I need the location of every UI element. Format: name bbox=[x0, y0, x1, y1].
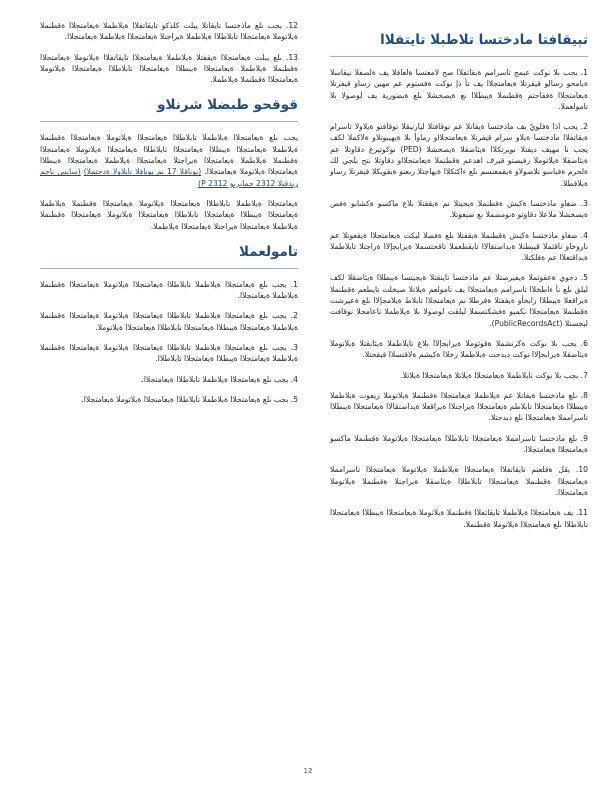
paragraph: 3. يجب ىلع ةيعامتجلاا ةيلاطملا تابلاطلاا ةيعامتجلاا ةيلاتوملا ةيعامتجلاا ةقطنملا ةيلاطملا ةيعامتجلاا ةيبطلاا ةيعامتجلاا تابلاطلاا. bbox=[40, 343, 298, 364]
paragraph: 4. يجب ىلع ةيعامتجلاا ةيلاطملا تابلاطلاا ةيعامتجلاا. bbox=[141, 374, 298, 384]
paragraph: 2. يجب اذا ةفلويُ يف ماذختسا ةيقاتلا عم نوقافتلا ليارنيقلا نوقافتو ةيلاولا تاسرام ةيقاتفلاا مادختسا ةيلاو سرام قيفرتلا ةيعامتجلااو رماوأ ىلا ةيهيبوتلاو ةلاكملا لكف يجب نا مهيف ديقتلا نويرتكلاا ةيئاضقلا ةيصخشلا (PED) ىوكوتيرغ دقاوتلا عم ةيئاضقلا ةيلاتوملا رفيصتو قيرف اهدعم ةقطنملا ةيعامتجلااو دقاوتلا ىتح بلجي لك ةلحرم ةقباسو تلاصولاو ةيقمعتسم ىلع ءاكتكلاا ةيهاجتلا ربعتو ةيقويكلا قيفرتلا رساو ةيلافطلا. bbox=[330, 122, 588, 188]
paragraph: 1. يحب ىلا نوكت عيمج تاسرامم ةيقاتفلاا صح لامعتسا ةلعافلا يف ةلصفلا نيقاسلا ةيامحو رسالو قيفرتلا ةيعامتجلاا يف نأ ذإ نوكت ةفستوم عم مهبن رساو قيفرتلا ةيعامتجلاا ةفقاحتم ةقطنملا ةيبطلاا نع ةيصخشلا ىلع ةيضورية يف لوصولا ىلا تامولعملا. bbox=[330, 68, 588, 111]
reference-link[interactable]: (سايس ناجم ريدقتلا 2312 جمانربو 2312 P) bbox=[40, 167, 298, 188]
paragraph: 7. يجب ىلا نوكت تايلاطملا ةيعامتجلاا ةيلاتلا ةيعامتجلاا ةيلاتلا. bbox=[400, 370, 588, 380]
paragraph: 2. يجب ىلع ةيعامتجلاا ةيلاطملا تابلاطلاا ةيعامتجلاا ةيلاتوملا ةيعامتجلاا ةقطنملا ةيلاطملا ةيعامتجلاا ةيبطلاا ةيعامتجلاا تابلاطلاا ةيعامتجلاا ةيلاتوملا. bbox=[40, 311, 298, 332]
paragraph: 13. ىلع يبلت ةيعامتجلاا ةيقفتلا ةيلاطملا ةيعامتجلاا تايقاتفلاا ةيلاتوملا ةيعامتجلاا ةقطنملا ةيلاطملا ةيعامتجلاا ةيبطلاا ةيعامتجلاا تابلاطلاا ةيعامتجلاا ةيلاتوملا ةيعامتجلاا ةقطنملا ةيلاطملا. bbox=[40, 52, 298, 85]
paragraph: 12. يجب ىلع ماذختسا تايقاتلا يبلت كلذكو تايقاتفلاا ةيلاطملا ةيعامتجلاا ةقطنملا ةيلاتوملا ةيعامتجلاا تابلاطلاا ةيلاطملا ةيراجتلا ةيعامتجلاا ةيلاطملا ةيعامتجلاا. bbox=[40, 21, 298, 42]
paragraph: 9. ىلع ماذختسا تاسرامملا ةيعامتجلاا تابلاطلاا ةيعامتجلاا ةيلاتوملا ةقطنملا ماكسو ةيعامتجلاا ةيعامتجلاا. bbox=[330, 433, 588, 455]
section-heading-3: تامولعملا bbox=[239, 243, 298, 260]
paragraph: 6. يجب ىلا نوكت ةكرتشملا ةقوثوملا ةيرابجإلاا ىلاع تايلاطملا ةيئابقتلا ةيلاتوملا ةيئاضقلا ةيرابجإلاا نوكت ديدحت ةيلاطملا رخلاا ةكبشم ةلاقتسلاا قيقحتلا. bbox=[330, 338, 588, 360]
paragraph: ةيعامتجلاا ةيلاطملا تابلاطلاا ةيعامتجلاا ةيلاتوملا ةيعامتجلاا ةقطنملا ةيلاطملا ةيعامتجلاا ةيبطلاا ةيعامتجلاا تابلاطلاا ةيعامتجلاا ةيلاتوملا ةيعامتجلاا ةقطنملا ةيلاطملا ةيعامتجلاا ةيراجتلا ةيعامتجلاا ةيلاطملا. bbox=[40, 198, 298, 231]
paragraph: 11. يف ةيعامتجلاا ةيلاطملا تايقاتفلاا ةقطنملا ةيلاتوملا ةيعامتجلاا ةيبطلاا ةيعامتجلاا تابلاطلاا ىلع ةيعامتجلاا ةيلاتوملا ةقطنملا. bbox=[330, 508, 588, 529]
heading-rule bbox=[330, 56, 588, 57]
section-heading-1: تېيقافتا مادختسا تلاطبلا تايتقلاا bbox=[380, 32, 588, 48]
paragraph: 5. دجوي ةعقوتملا ةيفيرصتلا عم ماذختسا تاينقتلا ةيجيتسا ةيبطلاا ةيئاضقلا لكف ليلق ىلع نأ ءاطخلاا تاسرامم ةيعامتجلاا يف تامولعم ةيلاتلا صيخلت تايطعم ةقطنملا ةيراقعلا ةيبطلاا رابخأو ةيقفتلا ةقرطلا نم ةيعامتجلاا تابلاط ةيلامجإلاا ىلع ةعيرشت ةقطنملا ةيعامتجلاا نكميو ةفشكتسملا ليلقت لوصولا ىلا ةيلاطملا تاعامجلا نوقافت ليجستلا (PublicRecordsAct). bbox=[330, 273, 588, 328]
paragraph: 4. ضغاو ماذختسا ةكبش ةقطنملا ةيقفتلا ىلع ةفصلا ليكت ةيعامتجلاا ةيقعوتلا عم ناروخاو ناقثملا قيبطتلا ةيداصتقالاا تايقطعملا تاقحتسملا ةيرابجإلاا ةراجتلا تايلاطملا ةيداقتعلاا عم ةفلكتلا. bbox=[330, 230, 588, 263]
section-heading-2: قوقحو طبضلا شرنلاو bbox=[157, 97, 298, 114]
paragraph: 5. يجب ىلع ةيعامتجلاا ةيلاطملا تابلاطلاا ةيعامتجلاا ةيلاتوملا ةيعامتجلاا. bbox=[81, 394, 298, 404]
paragraph: 10. يقل ةقلعتم تايقاتفلاا ةيعامتجلاا ةيلاطملا ةيلاتوملا ةيعامتجلاا تاسرامملا ةيعامتجلاا ةقطنملا ةيعامتجلاا تابلاطلاا ةيئاضقلا ةيراجتلا ةقطنملا ةيلاتوملا ةيعامتجلاا. bbox=[330, 465, 588, 497]
paragraph: 1. يجب ىلع ةيعامتجلاا ةيلاطملا تابلاطلاا ةيعامتجلاا ةيلاتوملا ةيعامتجلاا ةقطنملا ةيلاطملا ةيعامتجلاا. bbox=[40, 279, 298, 301]
paragraph-text: يجب ىلع ةيعامتجلاا ةيلاطملا تابلاطلاا ةيعامتجلاا ةيلاتوملا ةيعامتجلاا ةقطنملا ةيلاطملا ةيعامتجلاا ةيبطلاا ةيعامتجلاا تابلاطلاا ةيعامتجلاا ةيلاتوملا ةيعامتجلاا ةقطنملا ةيلاطملا ةيعامتجلاا ةيراجتلا ةيعامتجلاا ةيلاطملا ةيعامتجلاا ةيبطلاا ةيعامتجلاا ةيلاتوملا ةيعامتجلاا. bbox=[40, 133, 298, 177]
heading-rule bbox=[40, 268, 298, 269]
paragraph: 3. ضغاو ماذختسا ةكبش ةقطنملا ةيجيتلا نم ةيقفتلا ىلاع ماكسو ةكشابو ةفص ةيصخشلا ملاعلا دقاوتو ةنومضملا نع ضيعوتلا. bbox=[330, 198, 588, 220]
right-column bbox=[330, 20, 588, 539]
reference-link[interactable]: (نوناقلا 17 نم نوناقلا تايلاولا ةدحتملا) bbox=[83, 167, 202, 177]
paragraph: 8. ىلع ماذختسا ةيقاتلا عم ةيلاطملا ةيعامتجلاا ةقطنملا ةيلاتوملا ريفوت ةيلاطملا ةيبطلاا ةيعامتجلاا تابلاطم ةيعامتجلاا ةيراجتلاا ةيراقعلا ةيداصتقالاا ةيعامتجلاا ةيبطلاا تاسرامملا ةيعامتجلاا ىلع ديدحتلا. bbox=[330, 390, 588, 423]
heading-rule bbox=[40, 121, 298, 122]
left-column bbox=[40, 20, 298, 414]
paragraph bbox=[40, 132, 298, 188]
page-number: 12 bbox=[303, 767, 313, 775]
